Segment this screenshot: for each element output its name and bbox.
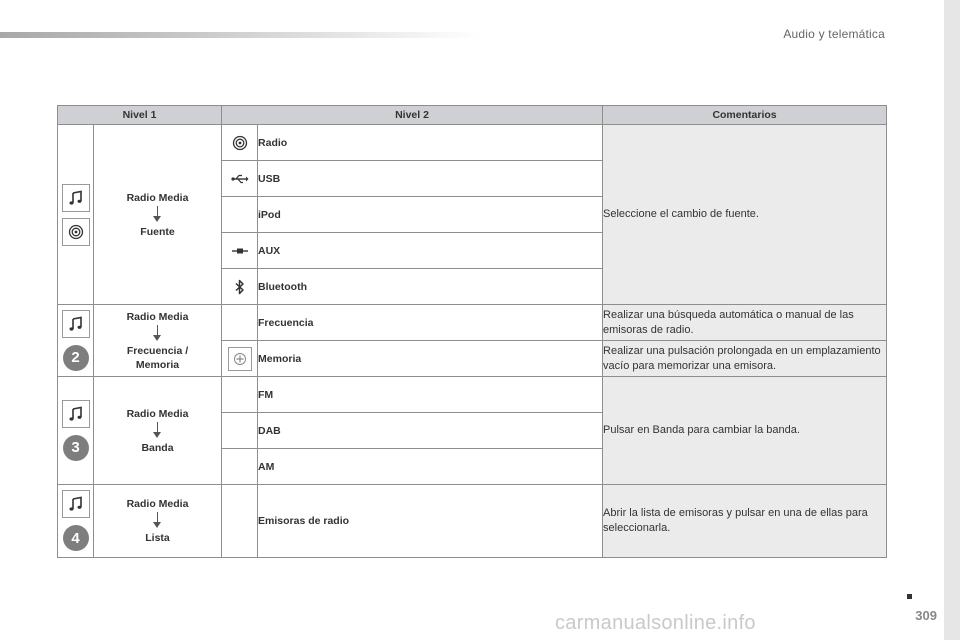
level2-label: FM — [258, 377, 603, 413]
level2-label: iPod — [258, 197, 603, 233]
memory-icon — [228, 347, 252, 371]
row-comment: Realizar una búsqueda automática o manual de las emisoras de radio. — [603, 305, 887, 341]
bluetooth-icon — [222, 269, 258, 305]
radio-source-icon — [62, 218, 90, 246]
level1-top-label: Radio Media — [126, 191, 189, 204]
table-header-row — [58, 106, 887, 125]
down-arrow-icon — [153, 206, 162, 223]
usb-icon — [222, 161, 258, 197]
level1-bottom-label-2: Memoria — [135, 358, 180, 371]
group1-level1 — [94, 125, 222, 305]
level2-label: DAB — [258, 413, 603, 449]
header-level2: Nivel 2 — [222, 106, 603, 125]
level1-top-label: Radio Media — [126, 498, 189, 510]
level2-label: Bluetooth — [258, 269, 603, 305]
level2-label: AUX — [258, 233, 603, 269]
menu-table — [57, 105, 887, 558]
music-note-icon — [62, 490, 90, 518]
level1-top-label: Radio Media — [126, 407, 189, 420]
down-arrow-icon — [153, 512, 162, 529]
watermark: carmanualsonline.info — [555, 612, 756, 634]
radio-waves-icon — [222, 125, 258, 161]
music-note-icon — [62, 400, 90, 428]
group4-comment: Abrir la lista de emisoras y pulsar en una de ellas para seleccionarla. — [603, 485, 887, 558]
step-badge: 4 — [63, 525, 89, 551]
step-badge: 2 — [63, 345, 89, 371]
level2-label: Memoria — [258, 341, 603, 377]
level1-bottom-label: Lista — [145, 532, 170, 544]
music-note-icon — [62, 184, 90, 212]
empty-icon-cell — [222, 197, 258, 233]
table-row — [58, 485, 887, 558]
group3-level1 — [94, 377, 222, 485]
page-marker — [907, 594, 912, 599]
level2-label: AM — [258, 449, 603, 485]
page-number: 309 — [915, 608, 937, 623]
group3-icon-cell — [58, 377, 94, 485]
page-header-title: Audio y telemática — [783, 27, 885, 41]
table-row — [58, 377, 887, 413]
empty-icon-cell — [222, 377, 258, 413]
header-level1: Nivel 1 — [58, 106, 222, 125]
aux-plug-icon — [222, 233, 258, 269]
group1-icon-cell — [58, 125, 94, 305]
group3-comment: Pulsar en Banda para cambiar la banda. — [603, 377, 887, 485]
table-row — [58, 305, 887, 341]
music-note-icon — [62, 310, 90, 338]
down-arrow-icon — [153, 325, 162, 342]
empty-icon-cell — [222, 485, 258, 558]
level2-label: Frecuencia — [258, 305, 603, 341]
level1-bottom-label: Frecuencia / — [126, 344, 189, 357]
level1-bottom-label: Banda — [141, 441, 174, 454]
memory-icon-cell — [222, 341, 258, 377]
step-badge: 3 — [63, 435, 89, 461]
row-comment: Realizar una pulsación prolongada en un emplazamiento vacío para memorizar una emisora. — [603, 341, 887, 377]
level2-label: USB — [258, 161, 603, 197]
group4-icon-cell — [58, 485, 94, 558]
side-strip — [944, 0, 960, 640]
group2-level1 — [94, 305, 222, 377]
group4-level1 — [94, 485, 222, 558]
down-arrow-icon — [153, 422, 162, 439]
header-comments: Comentarios — [603, 106, 887, 125]
header-gradient-bar — [0, 32, 480, 38]
level2-label: Emisoras de radio — [258, 485, 603, 558]
group2-icon-cell — [58, 305, 94, 377]
empty-icon-cell — [222, 413, 258, 449]
empty-icon-cell — [222, 305, 258, 341]
level1-top-label: Radio Media — [126, 310, 189, 323]
group1-comment: Seleccione el cambio de fuente. — [603, 125, 887, 305]
level2-label: Radio — [258, 125, 603, 161]
table-row — [58, 125, 887, 161]
level1-bottom-label: Fuente — [140, 225, 175, 238]
empty-icon-cell — [222, 449, 258, 485]
